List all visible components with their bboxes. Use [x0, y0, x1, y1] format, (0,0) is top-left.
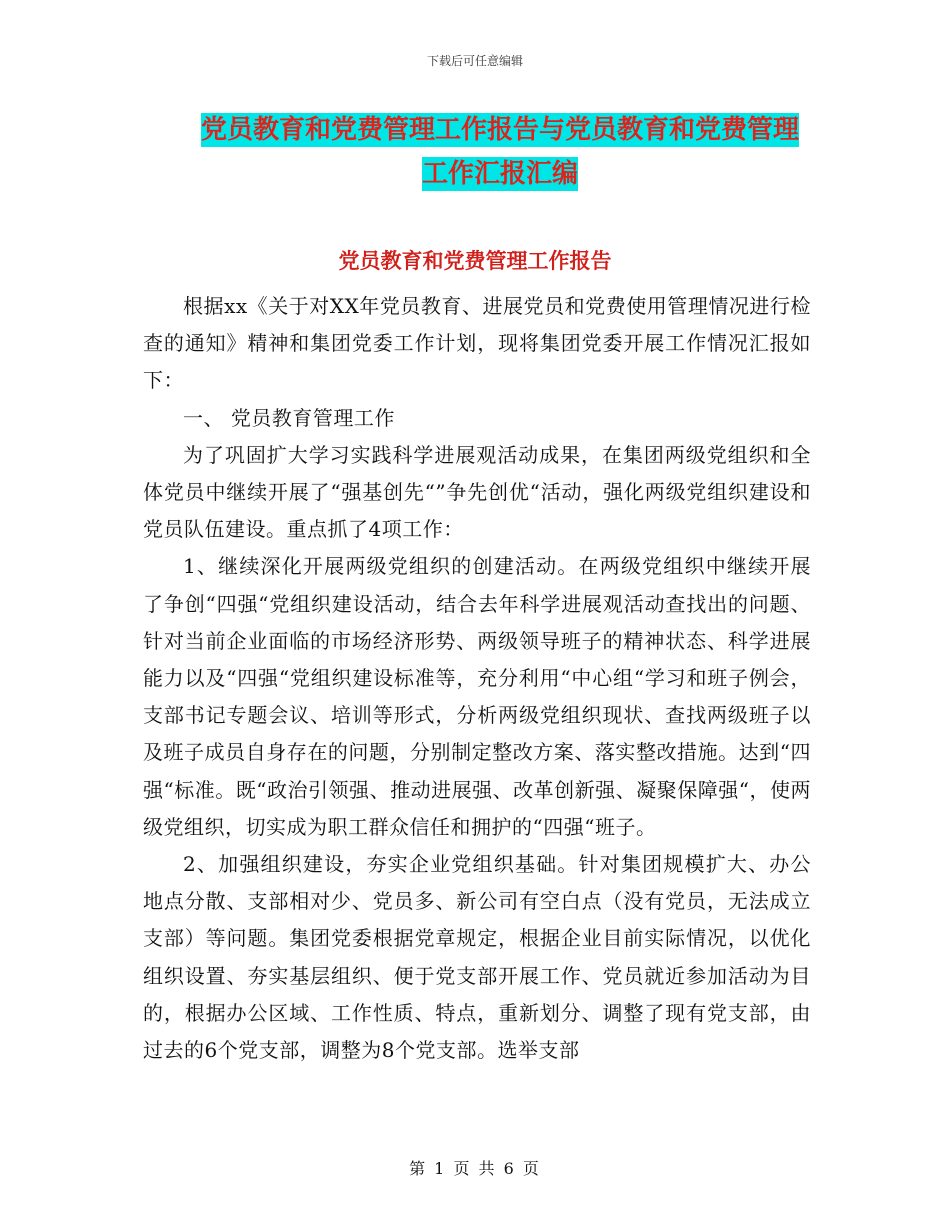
heading-party-member-education: 一、 党员教育管理工作 — [183, 405, 395, 430]
page-footer: 第 1 页 共 6 页 — [409, 1159, 541, 1178]
paragraph-item-2: 2、加强组织建设，夯实企业党组织基础。针对集团规模扩大、办公地点分散、支部相对少、党员多、新公司有空白点（没有党员，无法成立支部）等问题。集团党委根据党章规定，根据企业目前实际情况，以优化组织设置、夯实基层组织、便于党支部开展工作、党员就近参加活动为目的，根据办公区域、工作性质、特点，重新划分、调整了现有党支部，由过去的6个党支部，调整为8个党支部。选举支部 — [143, 852, 811, 1063]
document-title — [140, 108, 860, 196]
header-note: 下载后可任意编辑 — [426, 54, 523, 68]
section-title: 党员教育和党费管理工作报告 — [338, 248, 612, 273]
title-line-2: 工作汇报汇编 — [421, 159, 578, 189]
paragraph-item-1: 1、继续深化开展两级党组织的创建活动。在两级党组织中继续开展了争创“四强“党组织建设活动，结合去年科学进展观活动查找出的问题、针对当前企业面临的市场经济形势、两级领导班子的精神状态、科学进展能力以及“四强“党组织建设标准等，充分利用“中心组“学习和班子例会，支部书记专题会议、培训等形式，分析两级党组织现状、查找两级班子以及班子成员自身存在的问题，分别制定整改方案、落实整改措施。达到“四强“标准。既“政治引领强、推动进展强、改革创新强、凝聚保障强“，使两级党组织，切实成为职工群众信任和拥护的“四强“班子。 — [143, 554, 811, 839]
paragraph-overview: 为了巩固扩大学习实践科学进展观活动成果，在集团两级党组织和全体党员中继续开展了“强基创先“”争先创优“活动，强化两级党组织建设和党员队伍建设。重点抓了4项工作： — [143, 442, 811, 542]
paragraph-intro: 根据xx《关于对XX年党员教育、进展党员和党费使用管理情况进行检查的通知》精神和集团党委工作计划，现将集团党委开展工作情况汇报如下： — [143, 294, 811, 393]
title-line-1: 党员教育和党费管理工作报告与党员教育和党费管理 — [200, 115, 799, 145]
body-text — [143, 288, 811, 1069]
